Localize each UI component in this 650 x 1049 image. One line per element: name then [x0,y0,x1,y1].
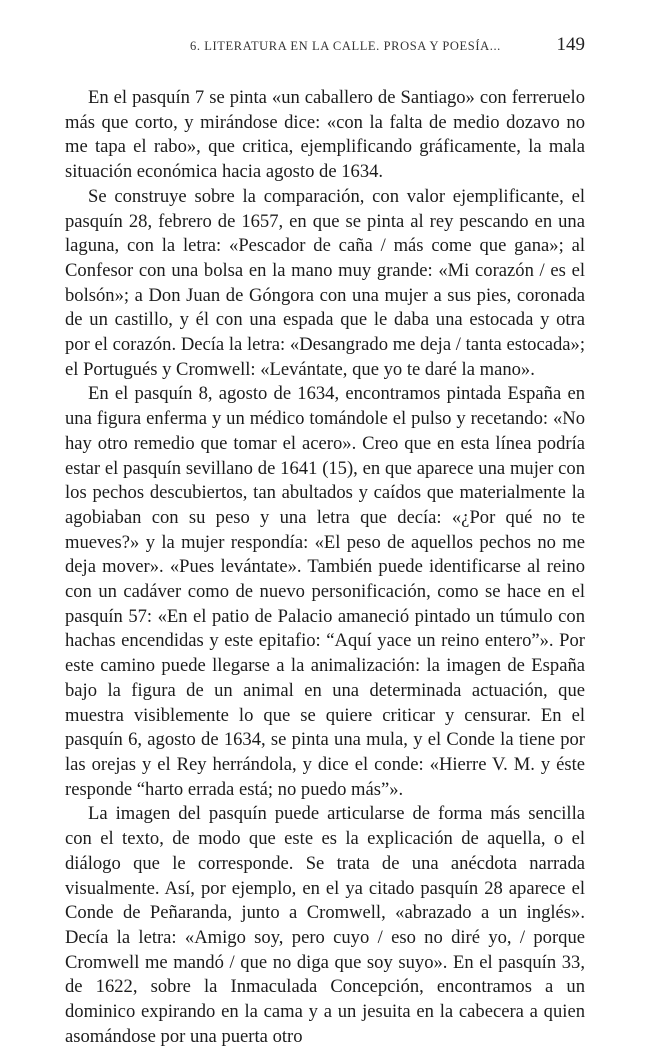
body-text [65,86,585,1049]
paragraph-4: La imagen del pasquín puede articularse de forma más sencilla con el texto, de modo que este es la explicación de aquella, o el diálogo que le corresponde. Se trata de una anécdota narrada visualmente. Así, por ejemplo, en el ya citado pasquín 28 aparece el Conde de Peñaranda, junto a Cromwell, «abrazado a un inglés». Decía la letra: «Amigo soy, pero cuyo / eso no diré yo, / porque Cromwell me mandó / que no diga que soy suyo». En el pasquín 33, de 1622, sobre la Inmaculada Concepción, encontramos a un dominico expirando en la cama y a un jesuita en la cabecera a quien asomándose por una puerta otro [65,803,585,1047]
paragraph-1: En el pasquín 7 se pinta «un caballero de Santiago» con ferreruelo más que corto, y mirándose dice: «con la falta de medio dozavo no me tapa el rabo», que critica, ejemplificando gráficamente, la mala situación económica hacia agosto de 1634. [65,87,585,183]
page-number: 149 [556,34,585,55]
paragraph-3: En el pasquín 8, agosto de 1634, encontramos pintada España en una figura enferma y un médico tomándole el pulso y recetando: «No hay otro remedio que tomar el acero». Creo que en esta línea podría estar el pasquín sevillano de 1641 (15), en que aparece una mujer con los pechos descubiertos, tan abultados y caídos que materialmente la agobiaban con su peso y una letra que decía: «¿Por qué no te mueves?» y la mujer respondía: «El peso de aquellos pechos no me deja mover». «Pues levántate». También puede identificarse al reino con un cadáver como de nuevo personificación, como se hace en el pasquín 57: «En el patio de Palacio amaneció pintado un túmulo con hachas encendidas y este epitafio: “Aquí yace un reino entero”». Por este camino puede llegarse a la animalización: la imagen de España bajo la figura de un animal en una determinada actuación, que muestra visiblemente lo que se quiere criticar y censurar. En el pasquín 6, agosto de 1634, se pinta una mula, y el Conde la tiene por las orejas y el Rey herrándola, y dice el conde: «Hierre V. M. y éste responde “harto errada está; no puedo más”». [65,383,585,800]
paragraph-2: Se construye sobre la comparación, con valor ejemplificante, el pasquín 28, febrero de 1657, en que se pinta al rey pescando en una laguna, con la letra: «Pescador de caña / más come que gana»; al Confesor con una bolsa en la mano muy grande: «Mi corazón / es el bolsón»; a Don Juan de Góngora con una mujer a sus pies, coronada de un castillo, y él con una espada que le daba una estocada y otra por el corazón. Decía la letra: «Desangrado me deja / tanta estocada»; el Portugués y Cromwell: «Levántate, que yo te daré la mano». [65,185,585,380]
running-header [190,34,585,58]
running-title: 6. LITERATURA EN LA CALLE. PROSA Y POESÍA... [190,39,501,53]
